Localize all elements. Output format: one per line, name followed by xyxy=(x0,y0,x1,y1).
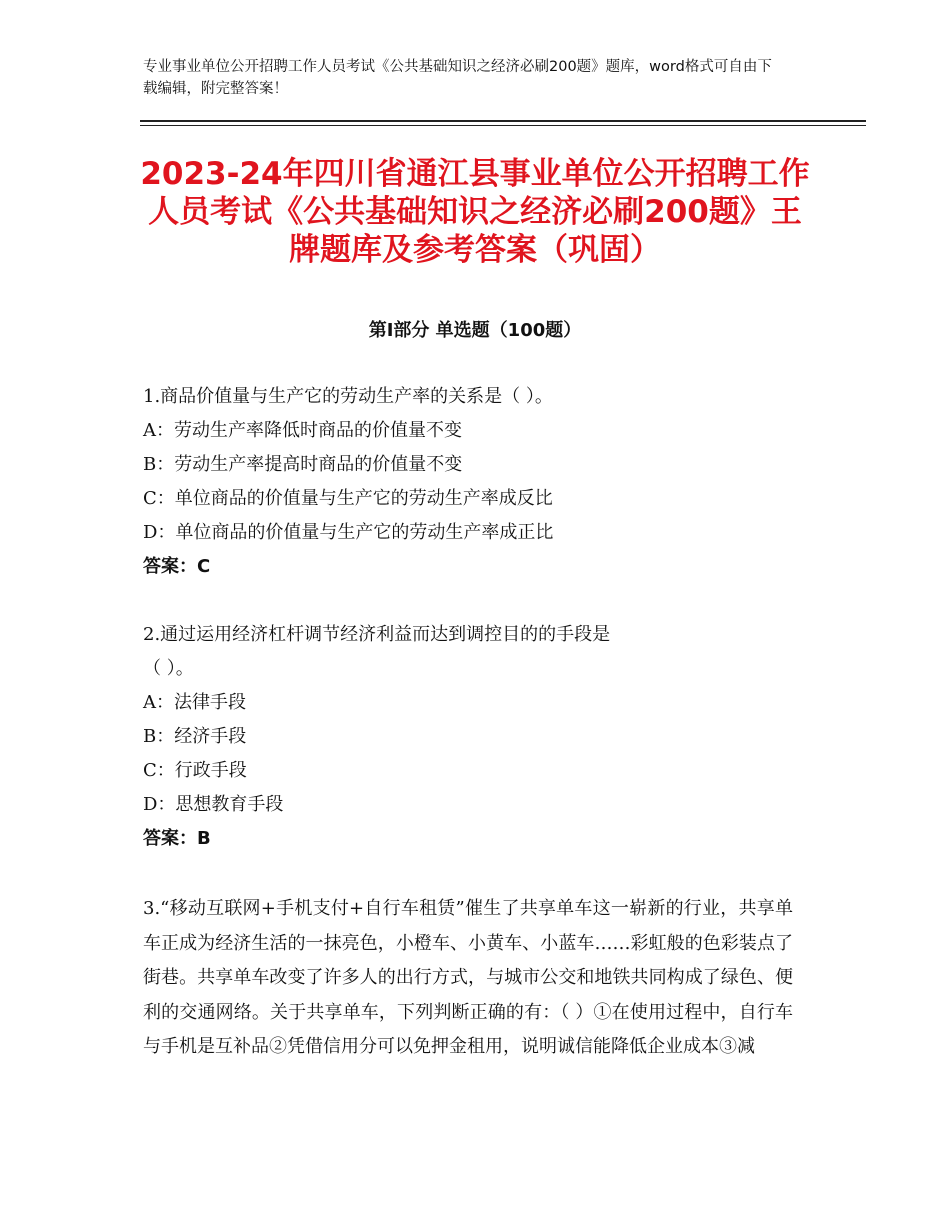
document-title: 2023-24年四川省通江县事业单位公开招聘工作人员考试《公共基础知识之经济必刷200题》王牌题库及参考答案（巩固） xyxy=(140,156,810,268)
question-3 xyxy=(143,892,793,1065)
header-note: 专业事业单位公开招聘工作人员考试《公共基础知识之经济必刷200题》题库，word格式可自由下载编辑，附完整答案！ xyxy=(143,59,772,97)
option-b: B：经济手段 xyxy=(143,726,247,747)
question-stem: 3.“移动互联网+手机支付+自行车租赁”催生了共享单车这一崭新的行业，共享单车正成为经济生活的一抹亮色，小橙车、小黄车、小蓝车……彩虹般的色彩装点了街巷。共享单车改变了许多人的出行方式，与城市公交和地铁共同构成了绿色、便利的交通网络。关于共享单车，下列判断正确的有：（ ）①在使用过程中，自行车与手机是互补品②凭借信用分可以免押金租用，说明诚信能降低企业成本③减 xyxy=(143,898,793,1057)
header-divider-thin xyxy=(140,125,866,126)
option-d: D：单位商品的价值量与生产它的劳动生产率成正比 xyxy=(143,522,554,543)
section-title: 第Ⅰ部分 单选题（100题） xyxy=(368,320,582,341)
question-stem-continued: （ ）。 xyxy=(143,658,194,679)
question-stem: 1.商品价值量与生产它的劳动生产率的关系是（ ）。 xyxy=(143,386,553,407)
option-a: A：法律手段 xyxy=(143,692,246,713)
header-divider-thick xyxy=(140,120,866,122)
question-1 xyxy=(143,380,803,584)
answer: 答案：B xyxy=(143,828,211,849)
option-c: C：行政手段 xyxy=(143,760,247,781)
option-a: A：劳动生产率降低时商品的价值量不变 xyxy=(143,420,462,441)
option-d: D：思想教育手段 xyxy=(143,794,284,815)
option-b: B：劳动生产率提高时商品的价值量不变 xyxy=(143,454,463,475)
option-c: C：单位商品的价值量与生产它的劳动生产率成反比 xyxy=(143,488,553,509)
answer: 答案：C xyxy=(143,556,211,577)
question-stem: 2.通过运用经济杠杆调节经济利益而达到调控目的的手段是 xyxy=(143,624,611,645)
question-2 xyxy=(143,618,803,856)
